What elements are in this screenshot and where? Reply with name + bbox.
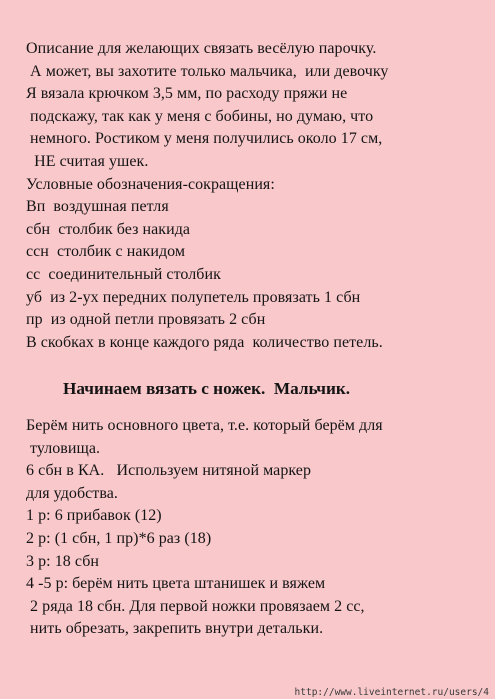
text-line: НЕ считая ушек.: [26, 152, 149, 170]
source-url-watermark: http://www.liveinternet.ru/users/4: [294, 687, 489, 698]
pattern-row-line: 2 ряда 18 сбн. Для первой ножки провязаем 2 сс,: [26, 597, 365, 615]
text-line: А может, вы захотите только мальчика, или девочку: [26, 62, 389, 80]
abbreviation-line: сс соединительный столбик: [26, 265, 221, 283]
intro-text: [26, 38, 486, 354]
text-line: Я вязала крючком 3,5 мм, по расходу пряжи не: [26, 85, 348, 103]
pattern-line: 6 сбн в КА. Используем нитяной маркер: [26, 462, 312, 480]
text-line: Описание для желающих связать весёлую парочку.: [26, 40, 377, 57]
pattern-row-line: 1 р: 6 прибавок (12): [26, 507, 162, 525]
pattern-row-line: 4 -5 р: берём нить цвета штанишек и вяжем: [26, 575, 326, 593]
pattern-line: для удобства.: [26, 484, 118, 502]
pattern-row-line: 2 р: (1 сбн, 1 пр)*6 раз (18): [26, 529, 212, 547]
text-line: подскажу, так как у меня с бобины, но думаю, что: [26, 107, 374, 125]
text-line: Условные обозначения-сокращения:: [26, 175, 275, 193]
pattern-text: [26, 415, 486, 641]
abbreviation-line: ссн столбик с накидом: [26, 243, 186, 261]
pattern-row-line: нить обрезать, закрепить внутри детальки.: [26, 620, 324, 638]
pattern-line: туловища.: [26, 439, 101, 457]
section-heading: Начинаем вязать с ножек. Мальчик.: [63, 379, 351, 398]
abbreviation-line: пр из одной петли провязать 2 сбн: [26, 311, 266, 329]
abbreviation-line: сбн столбик без накида: [26, 220, 191, 238]
abbreviation-line: Вп воздушная петля: [26, 198, 169, 216]
text-line: В скобках в конце каждого ряда количество петель.: [26, 333, 383, 351]
pattern-row-line: 3 р: 18 сбн: [26, 552, 99, 570]
pattern-line: Берём нить основного цвета, т.е. который берём для: [26, 417, 383, 434]
abbreviation-line: уб из 2-ух передних полупетель провязать 1 сбн: [26, 288, 361, 306]
text-line: немного. Ростиком у меня получились около 17 см,: [26, 130, 383, 148]
